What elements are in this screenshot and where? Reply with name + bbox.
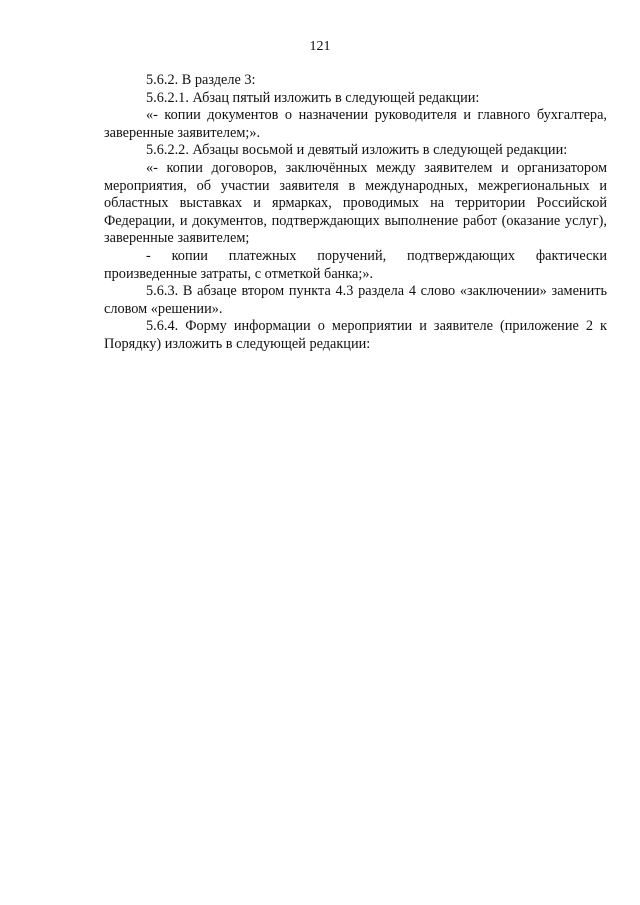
page-number: 121 <box>309 39 331 54</box>
paragraph-5-6-4: 5.6.4. Форму информации о мероприятии и заявителе (приложение 2 к Порядку) изложить в следующей редакции: <box>104 318 607 352</box>
paragraph-5-6-3: 5.6.3. В абзаце втором пункта 4.3 раздела 4 слово «заключении» заменить словом «решении». <box>104 283 607 317</box>
paragraph-5-6-2-2: 5.6.2.2. Абзацы восьмой и девятый изложить в следующей редакции: <box>146 142 568 159</box>
document-body <box>104 72 607 354</box>
quoted-paragraph-payments: - копии платежных поручений, подтверждающих фактически произведенные затраты, с отметкой банка;». <box>104 247 607 282</box>
quoted-paragraph-contracts: «- копии договоров, заключённых между заявителем и организатором мероприятия, об участии заявителя в международных, межрегиональных и областных выставках и ярмарках, проводимых на территории Российской Федерации, и документов, подтверждающих выполнение работ (оказание услуг), заверенные заявителем; <box>104 159 607 247</box>
quoted-paragraph-documents: «- копии документов о назначении руководителя и главного бухгалтера, заверенные заявителем;». <box>104 107 607 141</box>
paragraph-5-6-2-1: 5.6.2.1. Абзац пятый изложить в следующей редакции: <box>146 89 480 106</box>
paragraph-5-6-2: 5.6.2. В разделе 3: <box>146 72 256 88</box>
